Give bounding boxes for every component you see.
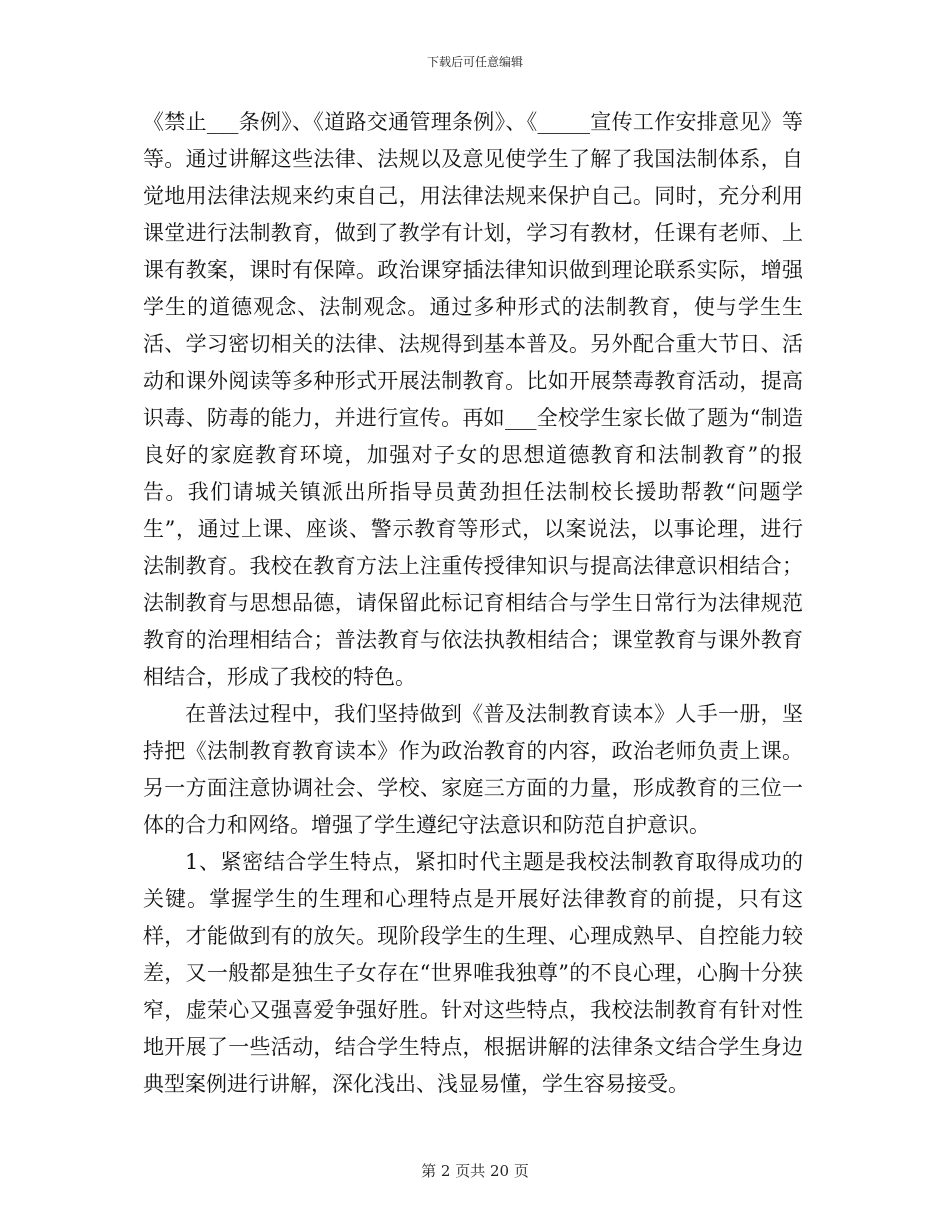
paragraph-3: 1、紧密结合学生特点，紧扣时代主题是我校法制教育取得成功的关键。掌握学生的生理和心理特点是开展好法律教育的前提，只有这样，才能做到有的放矢。现阶段学生的生理、心理成熟早、自控能力较差，又一般都是独生子女存在“世界唯我独尊”的不良心理，心胸十分狭窄，虚荣心又强喜爱争强好胜。针对这些特点，我校法制教育有针对性地开展了一些活动，结合学生特点，根据讲解的法律条文结合学生身边典型案例进行讲解，深化浅出、浅显易懂，学生容易接受。 <box>143 850 803 1096</box>
page-header: 下载后可任意编辑 <box>426 55 523 69</box>
paragraph-2: 在普法过程中，我们坚持做到《普及法制教育读本》人手一册，坚持把《法制教育教育读本》作为政治教育的内容，政治老师负责上课。另一方面注意协调社会、学校、家庭三方面的力量，形成教育的三位一体的合力和网络。增强了学生遵纪守法意识和防范自护意识。 <box>143 702 803 837</box>
document-body <box>143 104 803 1103</box>
paragraph-1: 《禁止___条例》、《道路交通管理条例》、《_____宣传工作安排意见》等等。通过讲解这些法律、法规以及意见使学生了解了我国法制体系，自觉地用法律法规来约束自己，用法律法规来保护自己。同时，充分利用课堂进行法制教育，做到了教学有计划，学习有教材，任课有老师、上课有教案，课时有保障。政治课穿插法律知识做到理论联系实际，增强学生的道德观念、法制观念。通过多种形式的法制教育，使与学生生活、学习密切相关的法律、法规得到基本普及。另外配合重大节日、活动和课外阅读等多种形式开展法制教育。比如开展禁毒教育活动，提高识毒、防毒的能力，并进行宣传。再如___全校学生家长做了题为“制造良好的家庭教育环境，加强对子女的思想道德教育和法制教育”的报告。我们请城关镇派出所指导员黄劲担任法制校长援助帮教“问题学生”，通过上课、座谈、警示教育等形式，以案说法，以事论理，进行法制教育。我校在教育方法上注重传授律知识与提高法律意识相结合；法制教育与思想品德，请保留此标记育相结合与学生日常行为法律规范教育的治理相结合；普法教育与依法执教相结合；课堂教育与课外教育相结合，形成了我校的特色。 <box>143 110 803 689</box>
page-number-footer: 第 2 页共 20 页 <box>421 1162 529 1180</box>
